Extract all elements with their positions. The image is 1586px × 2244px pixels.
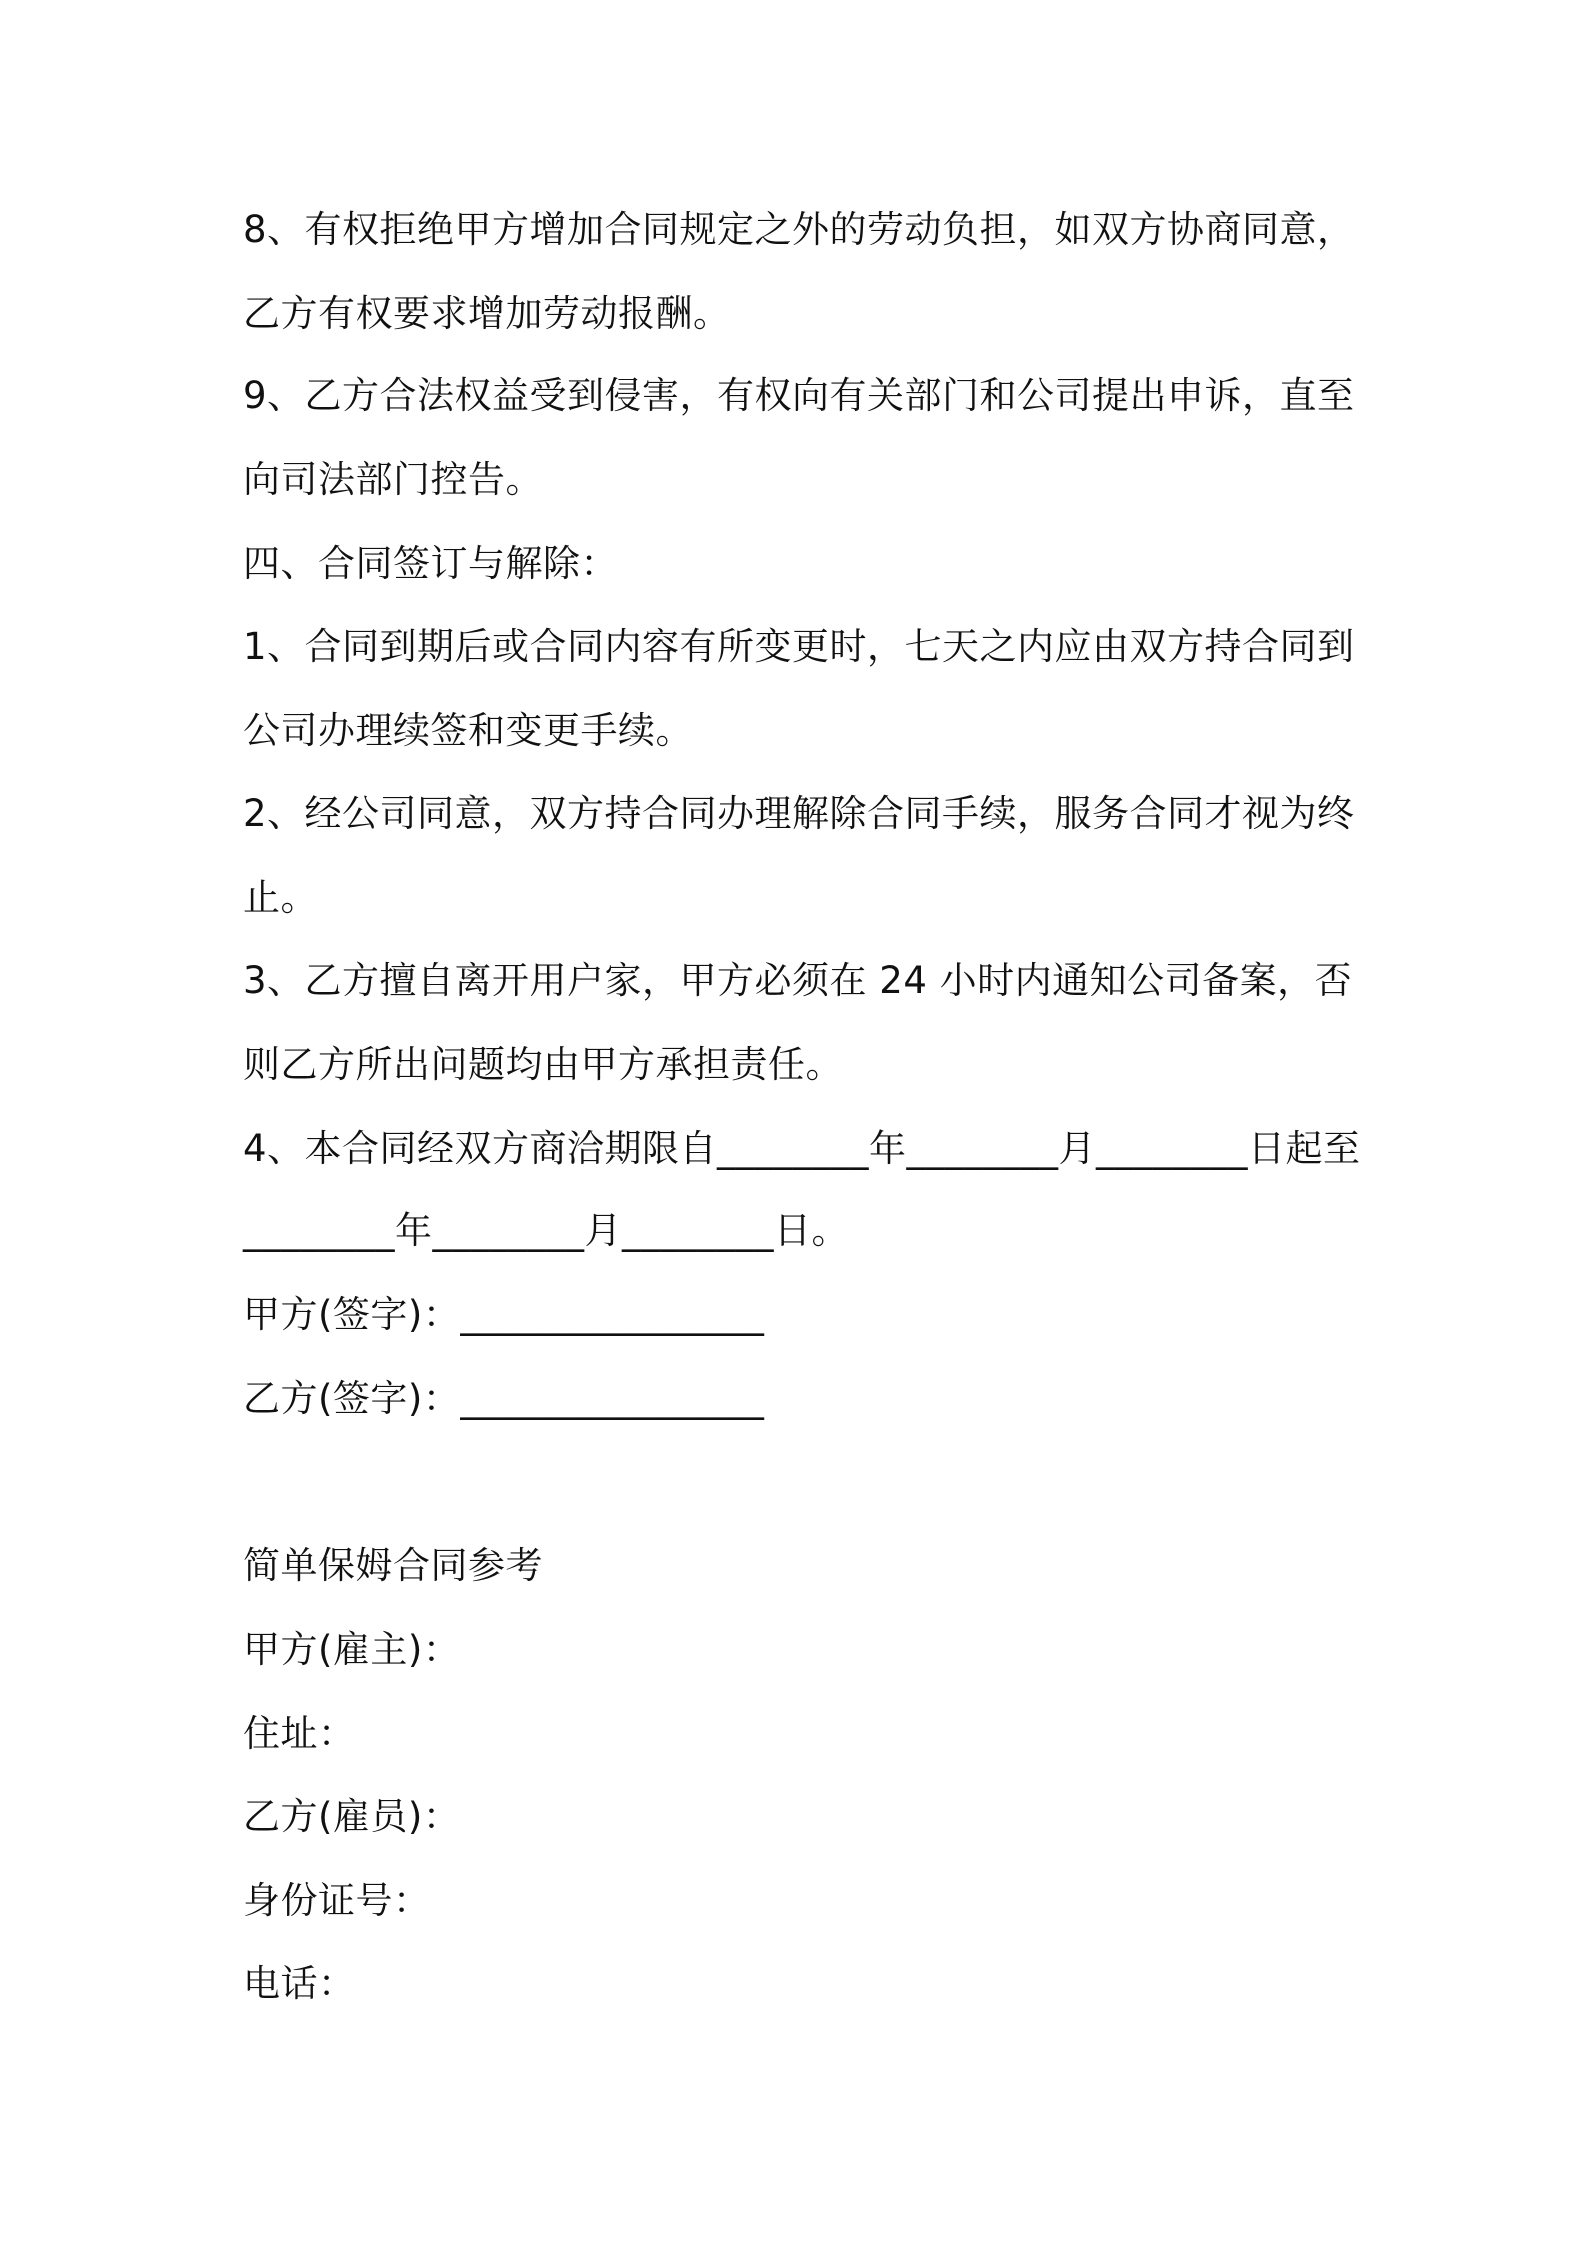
clause-9-line-2: 向司法部门控告。: [243, 458, 543, 501]
item-1-line-2: 公司办理续签和变更手续。: [243, 709, 693, 752]
id-number-field: 身份证号：: [243, 1879, 431, 1922]
clause-9-line-1: 9、乙方合法权益受到侵害，有权向有关部门和公司提出申诉，直至: [243, 374, 1355, 417]
clause-8-line-1: 8、有权拒绝甲方增加合同规定之外的劳动负担，如双方协商同意，: [243, 208, 1355, 251]
clause-8-line-2: 乙方有权要求增加劳动报酬。: [243, 292, 731, 335]
employee-field: 乙方(雇员)：: [243, 1795, 461, 1838]
item-4-line-1: 4、本合同经双方商洽期限自________年________月________日起至: [243, 1127, 1361, 1170]
party-b-signature: 乙方(签字)：________________: [243, 1377, 765, 1420]
section-heading-4: 四、合同签订与解除：: [243, 542, 618, 585]
contract-title: 简单保姆合同参考: [243, 1544, 543, 1587]
phone-field: 电话：: [243, 1962, 356, 2005]
employer-field: 甲方(雇主)：: [243, 1628, 461, 1671]
item-3-line-2: 则乙方所出问题均由甲方承担责任。: [243, 1043, 843, 1086]
item-1-line-1: 1、合同到期后或合同内容有所变更时，七天之内应由双方持合同到: [243, 625, 1355, 668]
item-4-line-2: ________年________月________日。: [243, 1209, 849, 1252]
item-3-line-1: 3、乙方擅自离开用户家，甲方必须在 24 小时内通知公司备案，否: [243, 959, 1353, 1002]
item-2-line-2: 止。: [243, 876, 318, 919]
address-field: 住址：: [243, 1712, 356, 1755]
party-a-signature: 甲方(签字)：________________: [243, 1293, 765, 1336]
item-2-line-1: 2、经公司同意，双方持合同办理解除合同手续，服务合同才视为终: [243, 792, 1355, 835]
